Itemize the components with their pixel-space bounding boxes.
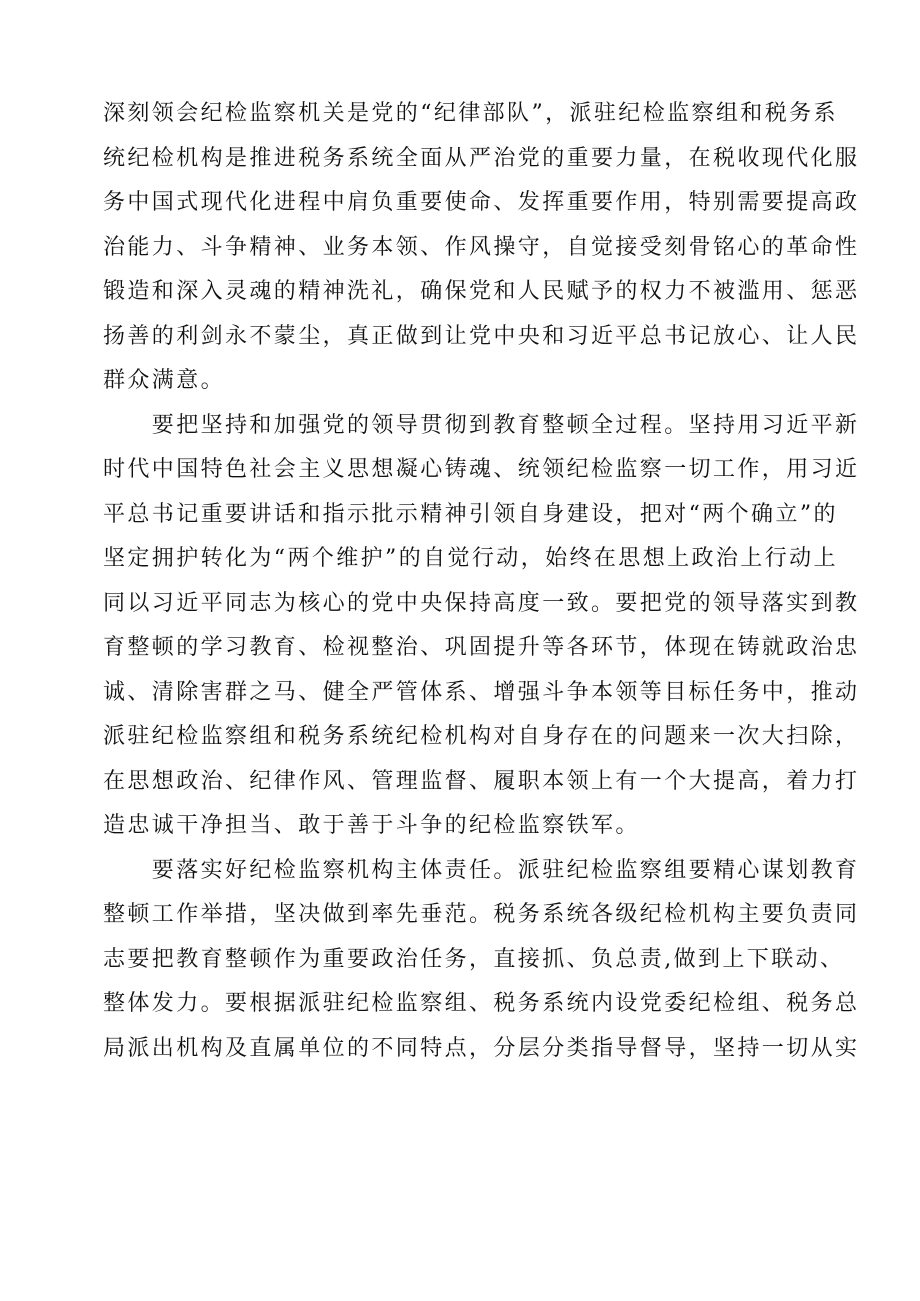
- text-line: 在思想政治、纪律作风、管理监督、履职本领上有一个大提高，着力打: [103, 768, 860, 794]
- text-line: 务中国式现代化进程中肩负重要使命、发挥重要作用，特别需要提高政: [103, 190, 860, 215]
- text-line: 统纪检机构是推进税务系统全面从严治党的重要力量，在税收现代化服: [103, 145, 860, 171]
- text-line: 扬善的利剑永不蒙尘，真正做到让党中央和习近平总书记放心、让人民: [103, 323, 860, 349]
- text-line: 治能力、斗争精神、业务本领、作风操守，自觉接受刻骨铭心的革命性: [103, 234, 860, 260]
- text-line: 志要把教育整顿作为重要政治任务，直接抓、负总责,做到上下联动、: [103, 946, 845, 972]
- paragraph-1: [103, 92, 860, 404]
- text-line: 时代中国特色社会主义思想凝心铸魂、统领纪检监察一切工作，用习近: [103, 457, 860, 482]
- document-body: [103, 92, 860, 1071]
- text-line: 平总书记重要讲话和指示批示精神引领自身建设，把对“两个确立”的: [103, 501, 838, 527]
- text-line: 整体发力。要根据派驻纪检监察组、税务系统内设党委纪检组、税务总: [103, 991, 860, 1016]
- text-line: 派驻纪检监察组和税务系统纪检机构对自身存在的问题来一次大扫除，: [103, 724, 860, 749]
- text-line: 诚、清除害群之马、健全严管体系、增强斗争本领等目标任务中，推动: [103, 679, 860, 705]
- text-line: 锻造和深入灵魂的精神洗礼，确保党和人民赋予的权力不被滥用、惩恶: [103, 279, 860, 304]
- text-line: 同以习近平同志为核心的党中央保持高度一致。要把党的领导落实到教: [103, 590, 860, 616]
- text-line: 坚定拥护转化为“两个维护”的自觉行动，始终在思想上政治上行动上: [103, 546, 838, 571]
- text-line: 群众满意。: [103, 368, 226, 393]
- text-line: 要落实好纪检监察机构主体责任。派驻纪检监察组要精心谋划教育: [103, 857, 860, 883]
- text-line: 整顿工作举措，坚决做到率先垂范。税务系统各级纪检机构主要负责同: [103, 902, 860, 927]
- text-line: 要把坚持和加强党的领导贯彻到教育整顿全过程。坚持用习近平新: [103, 412, 860, 438]
- text-line: 深刻领会纪检监察机关是党的“纪律部队”，派驻纪检监察组和税务系: [103, 101, 838, 126]
- text-line: 育整顿的学习教育、检视整治、巩固提升等各环节，体现在铸就政治忠: [103, 635, 860, 660]
- paragraph-2: [103, 404, 860, 849]
- text-line: 局派出机构及直属单位的不同特点，分层分类指导督导，坚持一切从实: [103, 1035, 860, 1061]
- text-line: 造忠诚干净担当、敢于善于斗争的纪检监察铁军。: [103, 813, 640, 838]
- paragraph-3: [103, 849, 860, 1072]
